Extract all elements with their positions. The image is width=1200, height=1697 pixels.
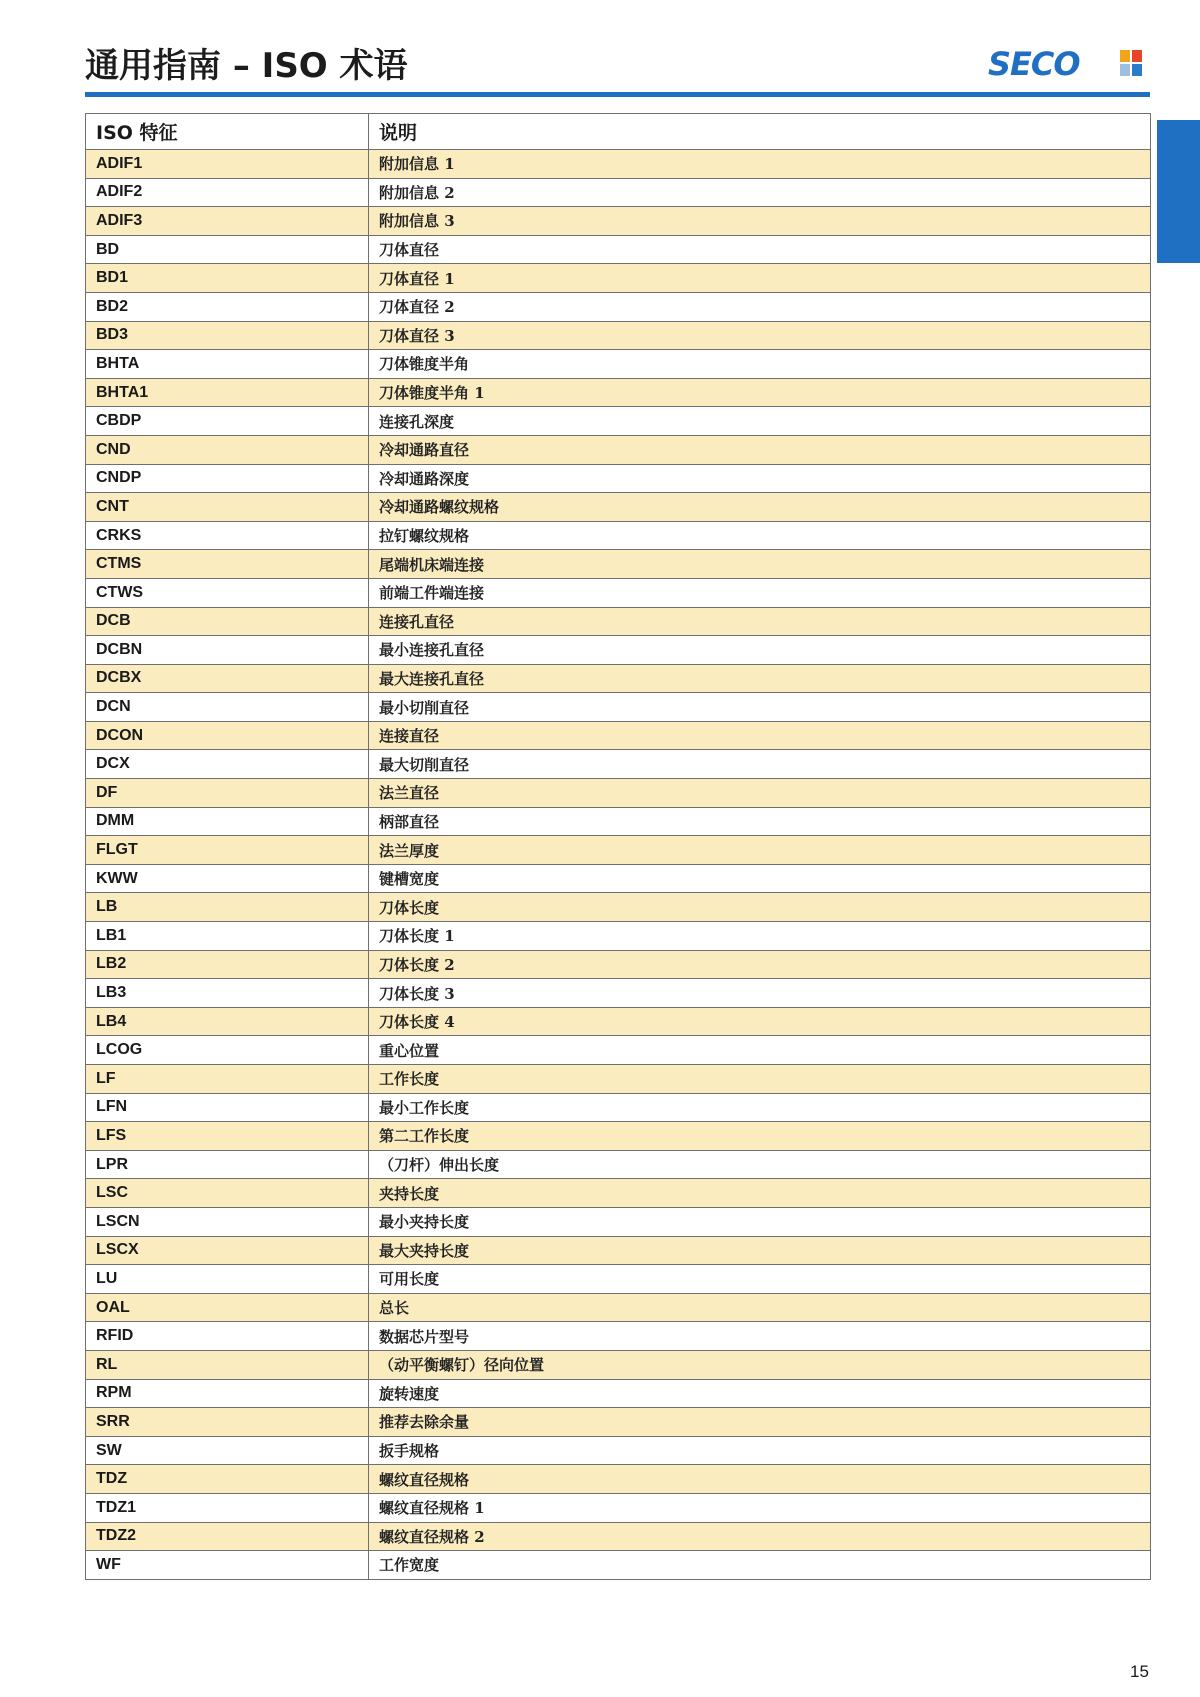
iso-code-cell: LSCN <box>86 1207 369 1236</box>
iso-code-cell: LU <box>86 1265 369 1294</box>
logo-mark-square-1 <box>1120 50 1130 62</box>
table-row <box>86 1093 1151 1122</box>
iso-code-cell: OAL <box>86 1293 369 1322</box>
iso-code-cell: LF <box>86 1065 369 1094</box>
description-cell: 最小连接孔直径 <box>369 636 1151 665</box>
table-row <box>86 178 1151 207</box>
table-row <box>86 1379 1151 1408</box>
description-cell: （刀杆）伸出长度 <box>369 1150 1151 1179</box>
table-row <box>86 893 1151 922</box>
iso-code-cell: SW <box>86 1436 369 1465</box>
description-cell: 最小工作长度 <box>369 1093 1151 1122</box>
table-row <box>86 407 1151 436</box>
description-cell: 刀体锥度半角 <box>369 350 1151 379</box>
description-cell: 旋转速度 <box>369 1379 1151 1408</box>
description-cell: 法兰直径 <box>369 779 1151 808</box>
description-cell: 最大切削直径 <box>369 750 1151 779</box>
description-cell: 冷却通路螺纹规格 <box>369 493 1151 522</box>
table-row <box>86 1493 1151 1522</box>
table-body <box>86 150 1151 1580</box>
description-cell: 最大连接孔直径 <box>369 664 1151 693</box>
iso-code-cell: LB1 <box>86 922 369 951</box>
table-row <box>86 378 1151 407</box>
iso-code-cell: FLGT <box>86 836 369 865</box>
description-cell: 附加信息 2 <box>369 178 1151 207</box>
description-cell: 连接孔深度 <box>369 407 1151 436</box>
description-cell: 冷却通路深度 <box>369 464 1151 493</box>
table-row <box>86 836 1151 865</box>
logo-mark-icon <box>1120 50 1142 76</box>
iso-code-cell: TDZ1 <box>86 1493 369 1522</box>
column-header-iso: ISO 特征 <box>86 114 369 150</box>
iso-code-cell: DCBN <box>86 636 369 665</box>
description-cell: 最大夹持长度 <box>369 1236 1151 1265</box>
iso-code-cell: TDZ2 <box>86 1522 369 1551</box>
column-header-description: 说明 <box>369 114 1151 150</box>
table-header-row <box>86 114 1151 150</box>
description-cell: 刀体长度 3 <box>369 979 1151 1008</box>
table-row <box>86 807 1151 836</box>
description-cell: 总长 <box>369 1293 1151 1322</box>
table-row <box>86 1207 1151 1236</box>
table-row <box>86 979 1151 1008</box>
description-cell: 刀体长度 1 <box>369 922 1151 951</box>
table-row <box>86 1408 1151 1437</box>
iso-code-cell: CNT <box>86 493 369 522</box>
side-tab <box>1157 120 1200 263</box>
description-cell: 键槽宽度 <box>369 864 1151 893</box>
table-row <box>86 150 1151 179</box>
description-cell: 刀体直径 1 <box>369 264 1151 293</box>
logo-wordmark: SECO <box>988 45 1080 83</box>
table-row <box>86 1350 1151 1379</box>
table-row <box>86 1065 1151 1094</box>
description-cell: 刀体直径 <box>369 235 1151 264</box>
iso-code-cell: ADIF1 <box>86 150 369 179</box>
iso-code-cell: BHTA1 <box>86 378 369 407</box>
description-cell: 刀体长度 4 <box>369 1007 1151 1036</box>
description-cell: 刀体长度 2 <box>369 950 1151 979</box>
iso-code-cell: KWW <box>86 864 369 893</box>
description-cell: 夹持长度 <box>369 1179 1151 1208</box>
description-cell: 刀体直径 2 <box>369 292 1151 321</box>
iso-code-cell: DCB <box>86 607 369 636</box>
table-row <box>86 750 1151 779</box>
iso-code-cell: DMM <box>86 807 369 836</box>
table-row <box>86 864 1151 893</box>
description-cell: 工作长度 <box>369 1065 1151 1094</box>
iso-code-cell: RPM <box>86 1379 369 1408</box>
iso-code-cell: DCON <box>86 721 369 750</box>
table-row <box>86 950 1151 979</box>
iso-code-cell: TDZ <box>86 1465 369 1494</box>
table-row <box>86 1150 1151 1179</box>
table-row <box>86 235 1151 264</box>
description-cell: 连接直径 <box>369 721 1151 750</box>
table-row <box>86 1265 1151 1294</box>
description-cell: 推荐去除余量 <box>369 1408 1151 1437</box>
iso-code-cell: LCOG <box>86 1036 369 1065</box>
iso-code-cell: LSC <box>86 1179 369 1208</box>
page-title: 通用指南 – ISO 术语 <box>85 46 408 86</box>
description-cell: 数据芯片型号 <box>369 1322 1151 1351</box>
table-row <box>86 464 1151 493</box>
iso-code-cell: RL <box>86 1350 369 1379</box>
iso-code-cell: DCBX <box>86 664 369 693</box>
description-cell: 拉钉螺纹规格 <box>369 521 1151 550</box>
description-cell: 螺纹直径规格 1 <box>369 1493 1151 1522</box>
table-row <box>86 1236 1151 1265</box>
description-cell: 工作宽度 <box>369 1551 1151 1580</box>
iso-code-cell: CTWS <box>86 578 369 607</box>
table-row <box>86 350 1151 379</box>
iso-code-cell: CNDP <box>86 464 369 493</box>
description-cell: 可用长度 <box>369 1265 1151 1294</box>
iso-code-cell: CND <box>86 435 369 464</box>
description-cell: 刀体直径 3 <box>369 321 1151 350</box>
table-row <box>86 693 1151 722</box>
logo-mark-square-2 <box>1132 50 1142 62</box>
description-cell: 附加信息 1 <box>369 150 1151 179</box>
table-row <box>86 721 1151 750</box>
table-row <box>86 1293 1151 1322</box>
description-cell: 前端工件端连接 <box>369 578 1151 607</box>
description-cell: 附加信息 3 <box>369 207 1151 236</box>
table-row <box>86 1007 1151 1036</box>
description-cell: 刀体长度 <box>369 893 1151 922</box>
iso-code-cell: WF <box>86 1551 369 1580</box>
iso-code-cell: BHTA <box>86 350 369 379</box>
table-row <box>86 1551 1151 1580</box>
description-cell: 最小切削直径 <box>369 693 1151 722</box>
iso-code-cell: LB <box>86 893 369 922</box>
iso-code-cell: ADIF3 <box>86 207 369 236</box>
table-row <box>86 607 1151 636</box>
table-row <box>86 779 1151 808</box>
iso-terms-table <box>85 113 1151 1580</box>
description-cell: 刀体锥度半角 1 <box>369 378 1151 407</box>
table-row <box>86 578 1151 607</box>
description-cell: （动平衡螺钉）径向位置 <box>369 1350 1151 1379</box>
logo-mark-square-3 <box>1120 64 1130 76</box>
iso-code-cell: LSCX <box>86 1236 369 1265</box>
iso-code-cell: ADIF2 <box>86 178 369 207</box>
description-cell: 连接孔直径 <box>369 607 1151 636</box>
table-row <box>86 1436 1151 1465</box>
description-cell: 最小夹持长度 <box>369 1207 1151 1236</box>
iso-code-cell: LFN <box>86 1093 369 1122</box>
description-cell: 螺纹直径规格 <box>369 1465 1151 1494</box>
description-cell: 尾端机床端连接 <box>369 550 1151 579</box>
iso-code-cell: DCN <box>86 693 369 722</box>
iso-code-cell: LFS <box>86 1122 369 1151</box>
iso-code-cell: LPR <box>86 1150 369 1179</box>
table-row <box>86 1465 1151 1494</box>
iso-code-cell: BD <box>86 235 369 264</box>
table-row <box>86 264 1151 293</box>
table-row <box>86 207 1151 236</box>
description-cell: 柄部直径 <box>369 807 1151 836</box>
table-row <box>86 636 1151 665</box>
iso-code-cell: CRKS <box>86 521 369 550</box>
page-number: 15 <box>1130 1662 1149 1681</box>
iso-code-cell: LB4 <box>86 1007 369 1036</box>
description-cell: 重心位置 <box>369 1036 1151 1065</box>
table-row <box>86 1522 1151 1551</box>
iso-code-cell: CTMS <box>86 550 369 579</box>
table-row <box>86 664 1151 693</box>
iso-code-cell: DF <box>86 779 369 808</box>
iso-code-cell: BD3 <box>86 321 369 350</box>
table-row <box>86 1122 1151 1151</box>
table-row <box>86 1322 1151 1351</box>
description-cell: 第二工作长度 <box>369 1122 1151 1151</box>
table-row <box>86 521 1151 550</box>
logo-mark-square-4 <box>1132 64 1142 76</box>
table-row <box>86 493 1151 522</box>
table-row <box>86 321 1151 350</box>
iso-code-cell: DCX <box>86 750 369 779</box>
table-row <box>86 292 1151 321</box>
description-cell: 法兰厚度 <box>369 836 1151 865</box>
iso-code-cell: RFID <box>86 1322 369 1351</box>
iso-code-cell: BD2 <box>86 292 369 321</box>
table-row <box>86 1036 1151 1065</box>
table-row <box>86 550 1151 579</box>
iso-code-cell: BD1 <box>86 264 369 293</box>
description-cell: 冷却通路直径 <box>369 435 1151 464</box>
description-cell: 螺纹直径规格 2 <box>369 1522 1151 1551</box>
iso-code-cell: LB2 <box>86 950 369 979</box>
header-rule <box>85 92 1150 97</box>
description-cell: 扳手规格 <box>369 1436 1151 1465</box>
iso-code-cell: CBDP <box>86 407 369 436</box>
table-row <box>86 922 1151 951</box>
table-row <box>86 1179 1151 1208</box>
iso-code-cell: LB3 <box>86 979 369 1008</box>
table-row <box>86 435 1151 464</box>
seco-logo <box>988 44 1148 84</box>
iso-code-cell: SRR <box>86 1408 369 1437</box>
